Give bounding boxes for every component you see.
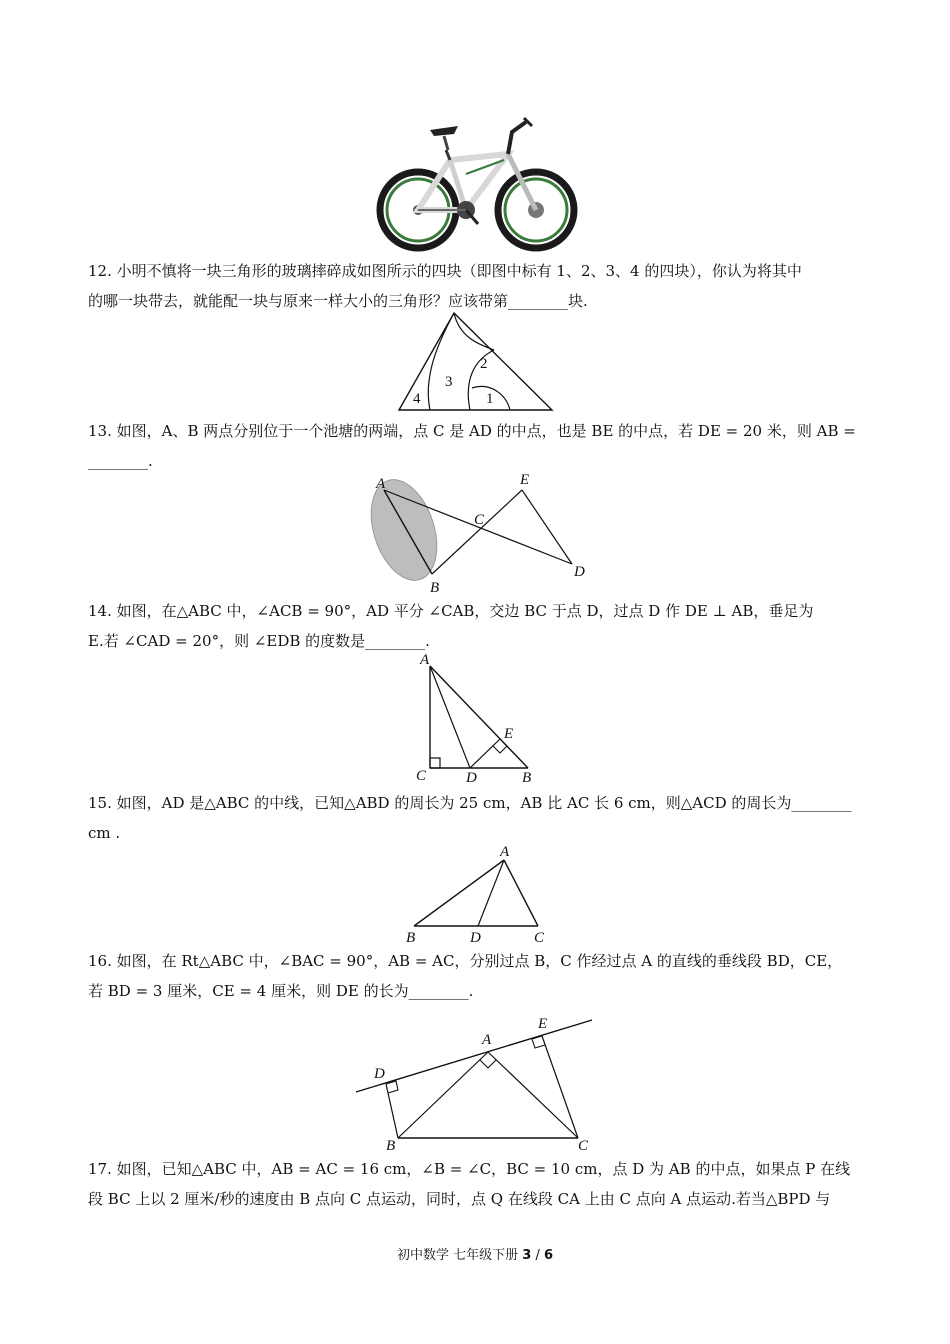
label-A: A xyxy=(420,652,430,668)
label-piece-1: 1 xyxy=(486,391,494,407)
label-D: D xyxy=(374,1066,385,1082)
question-17-line1: 17. 如图，已知△ABC 中，AB = AC = 16 cm，∠B = ∠C，BC = 10 cm，点 D 为 AB 的中点，如果点 P 在线 xyxy=(88,1160,851,1178)
label-piece-3: 3 xyxy=(445,374,453,390)
label-B: B xyxy=(406,930,416,946)
label-piece-4: 4 xyxy=(413,391,421,407)
label-B: B xyxy=(522,770,532,786)
label-B: B xyxy=(430,580,440,596)
label-D: D xyxy=(574,564,585,580)
label-C: C xyxy=(534,930,545,946)
figure-16-perpendiculars xyxy=(350,1012,600,1154)
question-12-line2: 的哪一块带去，就能配一块与原来一样大小的三角形？应该带第________块. xyxy=(88,292,588,310)
label-A: A xyxy=(376,476,386,492)
label-D: D xyxy=(470,930,481,946)
bicycle-image xyxy=(366,114,588,252)
label-D: D xyxy=(466,770,477,786)
question-13-line1: 13. 如图，A、B 两点分别位于一个池塘的两端，点 C 是 AD 的中点，也是 BE 的中点，若 DE = 20 米，则 AB = xyxy=(88,422,856,440)
question-13 xyxy=(88,416,866,476)
question-16-line2: 若 BD = 3 厘米，CE = 4 厘米，则 DE 的长为________. xyxy=(88,982,474,1000)
question-17 xyxy=(88,1154,866,1214)
question-16 xyxy=(88,946,866,1006)
question-15 xyxy=(88,788,866,848)
question-17-line2: 段 BC 上以 2 厘米/秒的速度由 B 点向 C 点运动，同时，点 Q 在线段 CA 上由 C 点向 A 点运动.若当△BPD 与 xyxy=(88,1190,831,1208)
label-E: E xyxy=(504,726,514,742)
footer-subject: 初中数学 七年级下册 xyxy=(396,1248,519,1263)
question-16-line1: 16. 如图，在 Rt△ABC 中，∠BAC = 90°，AB = AC，分别过点 B，C 作经过点 A 的直线的垂线段 BD，CE， xyxy=(88,952,843,970)
footer-page-total: 6 xyxy=(543,1248,554,1263)
figure-13-pond xyxy=(358,470,598,598)
figure-14-right-triangle xyxy=(412,650,542,786)
question-14 xyxy=(88,596,866,656)
label-A: A xyxy=(482,1032,492,1048)
question-13-line2: ________. xyxy=(88,452,153,470)
question-12-line1: 12. 小明不慎将一块三角形的玻璃摔碎成如图所示的四块（即图中标有 1、2、3、4 的四块），你认为将其中 xyxy=(88,262,802,280)
label-A: A xyxy=(500,844,510,860)
question-14-line2: E.若 ∠CAD = 20°，则 ∠EDB 的度数是________. xyxy=(88,632,430,650)
label-piece-2: 2 xyxy=(480,356,488,372)
label-C: C xyxy=(416,768,427,784)
question-15-line1: 15. 如图，AD 是△ABC 的中线，已知△ABD 的周长为 25 cm，AB 比 AC 长 6 cm，则△ACD 的周长为________ xyxy=(88,794,852,812)
label-C: C xyxy=(474,512,485,528)
figure-15-median xyxy=(404,842,554,946)
footer-separator: / xyxy=(531,1248,544,1263)
footer-page-number: 3 xyxy=(522,1248,532,1263)
page-footer xyxy=(0,1244,950,1263)
label-E: E xyxy=(520,472,530,488)
question-12 xyxy=(88,256,866,316)
label-E: E xyxy=(538,1016,548,1032)
question-14-line1: 14. 如图，在△ABC 中，∠ACB = 90°，AD 平分 ∠CAB，交边 BC 于点 D，过点 D 作 DE ⊥ AB，垂足为 xyxy=(88,602,814,620)
question-15-line2: cm . xyxy=(88,824,121,842)
label-B: B xyxy=(386,1138,396,1154)
figure-12-broken-triangle xyxy=(394,310,560,414)
label-C: C xyxy=(578,1138,589,1154)
